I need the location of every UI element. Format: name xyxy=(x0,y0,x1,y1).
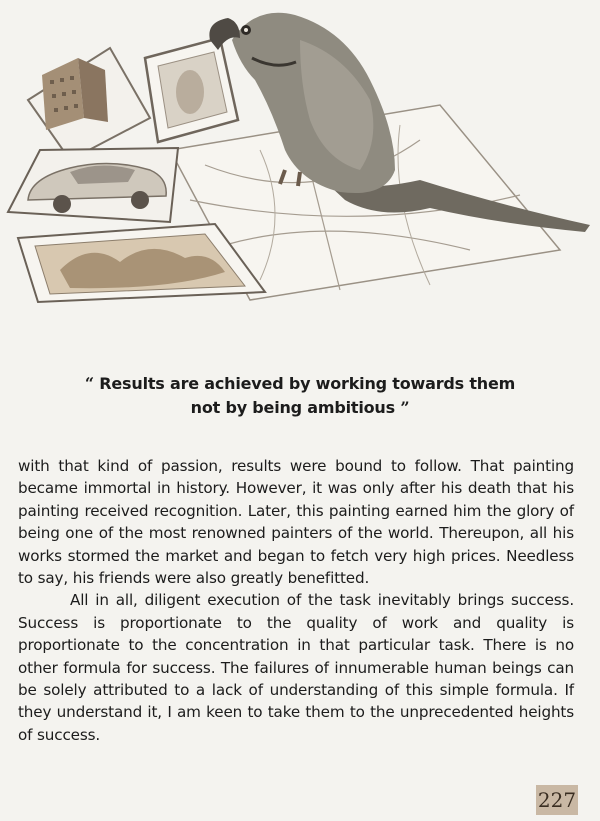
body-text xyxy=(18,455,574,746)
quote-line-2: not by being ambitious xyxy=(190,398,395,417)
parrot-fortune-cards-illustration xyxy=(0,0,600,335)
paragraph-1: with that kind of passion, results were bound to follow. That painting became immortal in history. However, it was only after his death that his painting received recognition. Later, this painting earned him the glory of being one of the most renowned painters of the world. Thereupon, all his works stormed the market and began to fetch very high prices. Needless to say, his friends were also greatly benefitted. xyxy=(18,457,574,588)
quote-open-mark: “ xyxy=(84,374,94,393)
pull-quote xyxy=(40,372,560,420)
quote-close-mark: ” xyxy=(400,398,410,417)
page-number: 227 xyxy=(536,785,578,815)
car-card xyxy=(8,148,178,222)
paragraph-2: All in all, diligent execution of the task inevitably brings success. Success is proportionate to the quality of work and quality is proportionate to the concentration in that particular task. There is no other formula for success. The failures of innumerable human beings can be solely attributed to a lack of understanding of this simple formula. If they understand it, I am keen to take them to the unprecedented heights of success. xyxy=(18,591,574,744)
building-card xyxy=(28,48,150,160)
painting-card xyxy=(145,38,238,142)
quote-line-1: Results are achieved by working towards them xyxy=(99,374,516,393)
